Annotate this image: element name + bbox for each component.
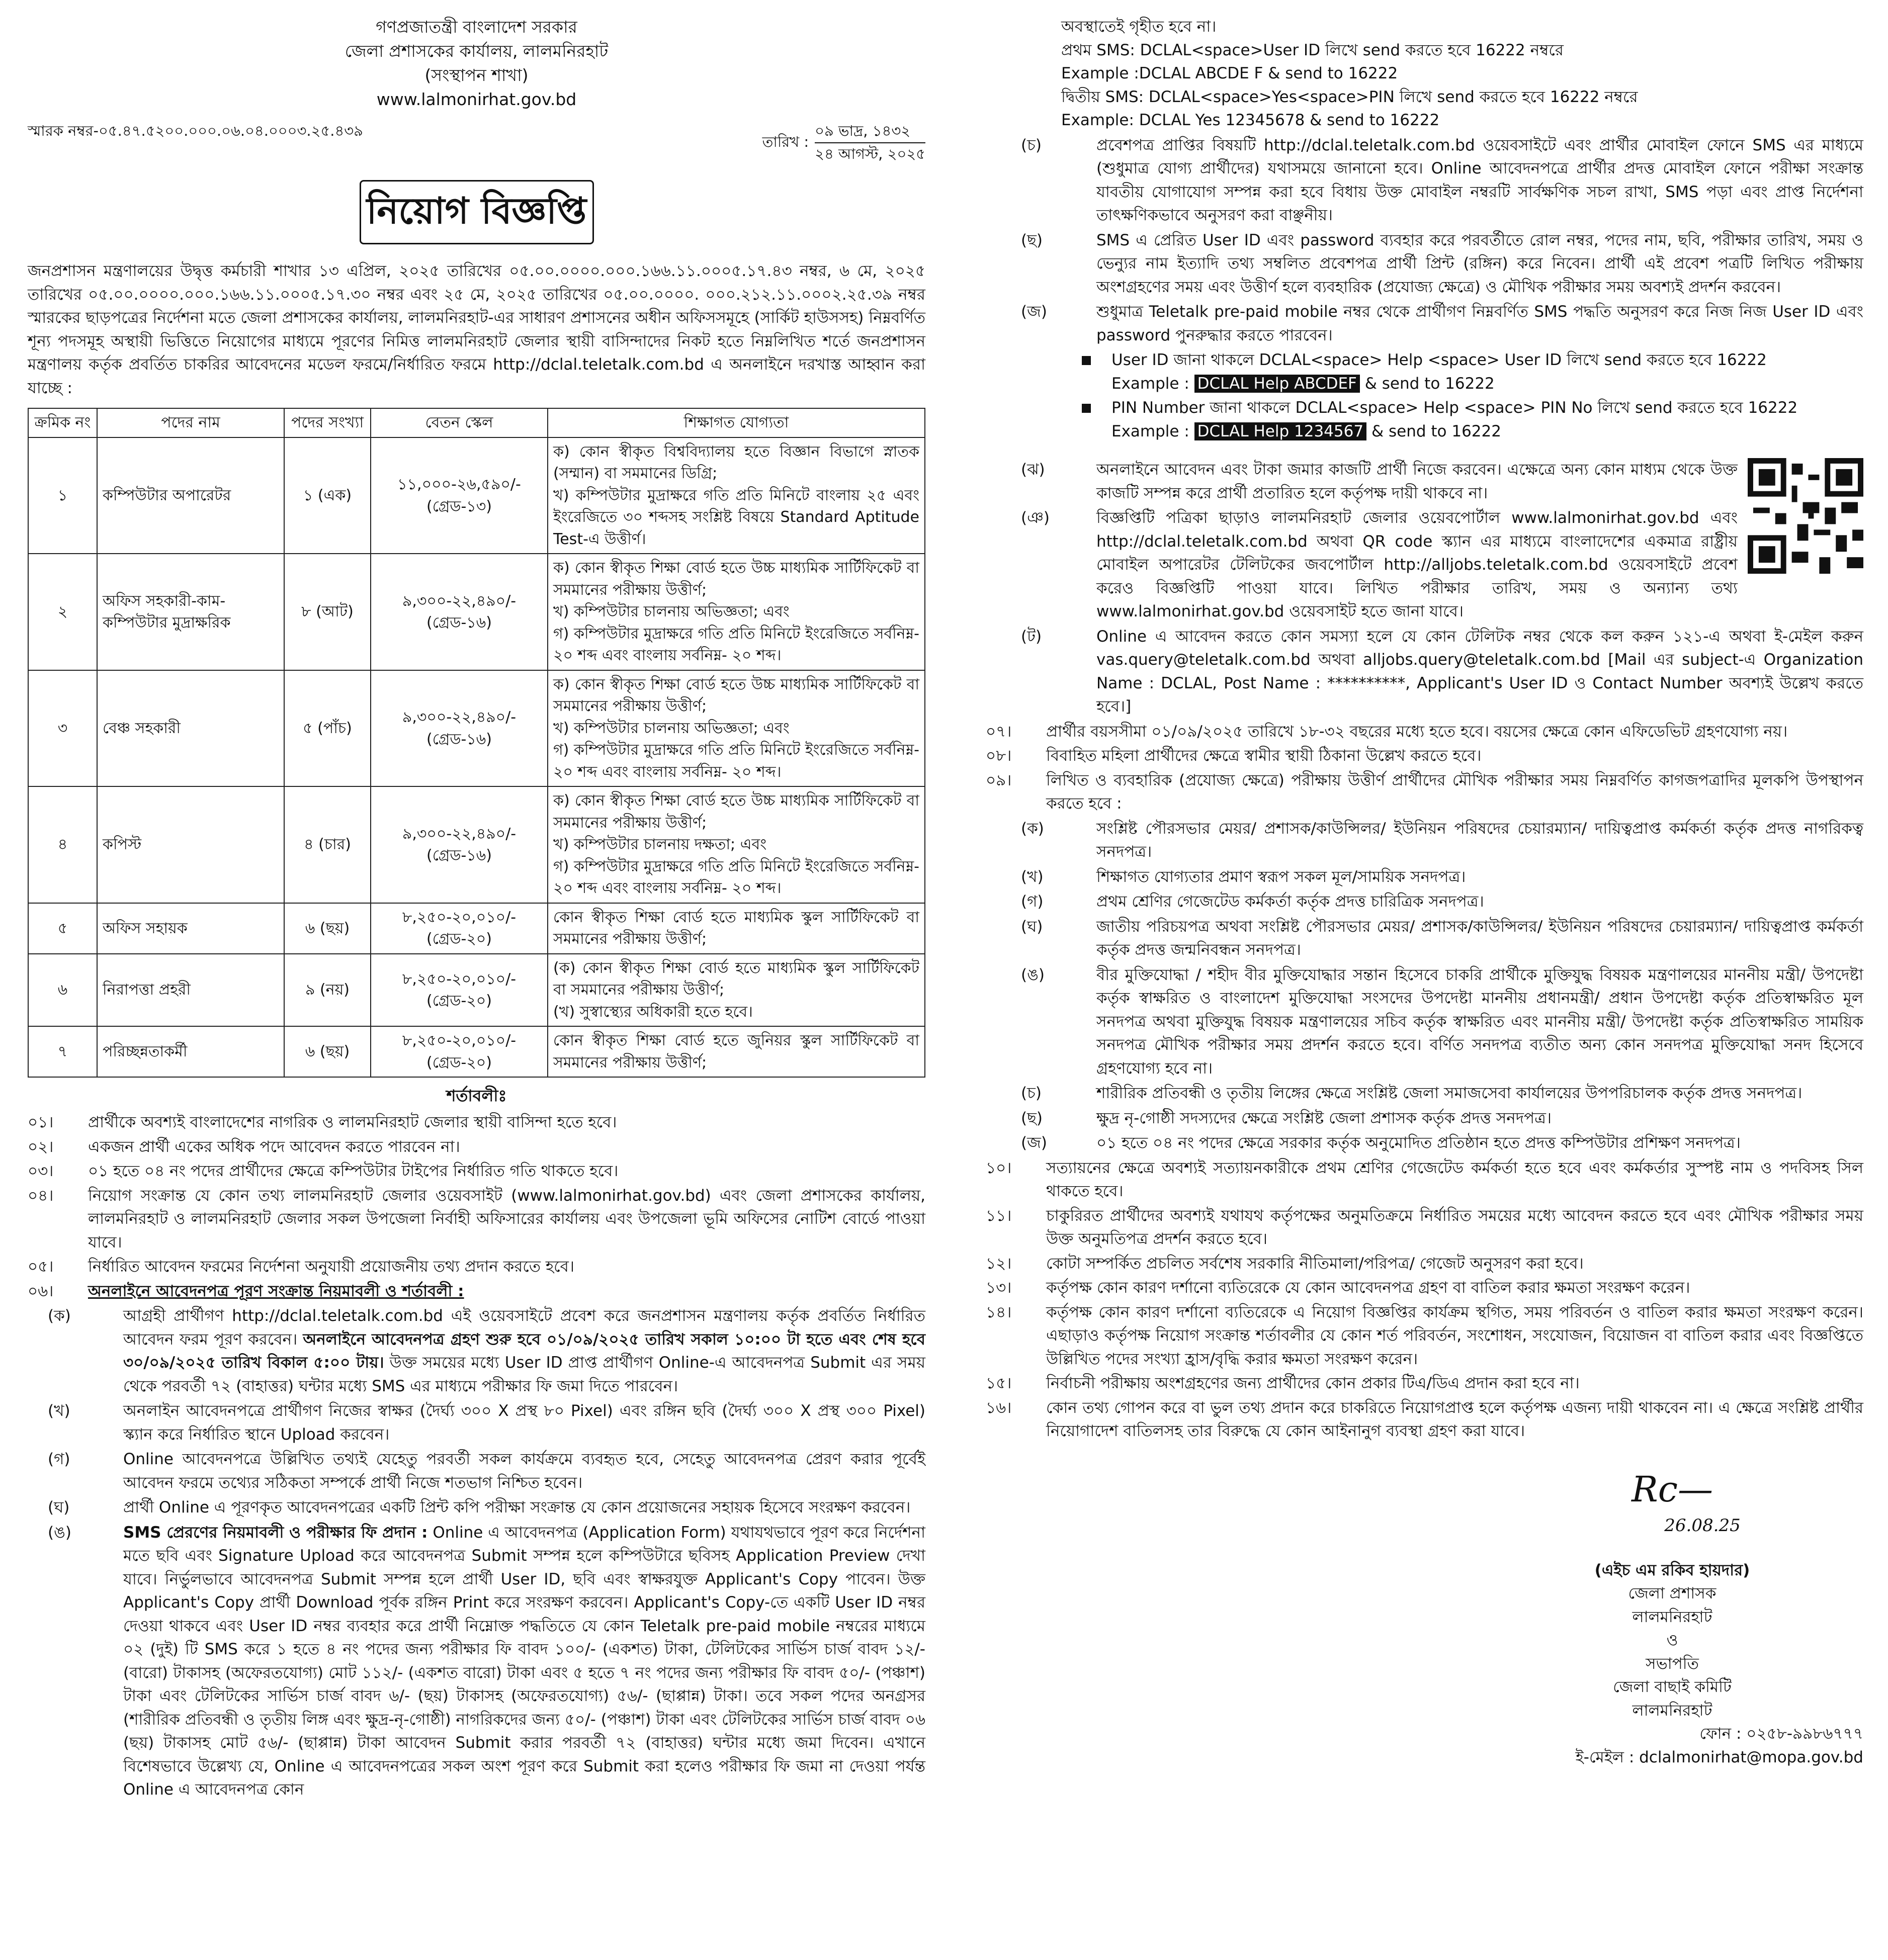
cell-scale (371, 437, 548, 554)
condition-06 (28, 1280, 925, 1303)
header-branch: (সংস্থাপন শাখা) (424, 65, 529, 85)
pay-scale: ৯,৩০০-২২,৪৯০/- (402, 825, 517, 843)
condition-number: ০৬। (28, 1282, 54, 1300)
header-govt: গণপ্রজাতন্ত্রী বাংলাদেশ সরকার (376, 17, 577, 37)
sub-label: (ঙ) (1021, 965, 1045, 984)
pay-scale: ৯,৩০০-২২,৪৯০/- (402, 708, 517, 727)
document-item (986, 817, 1863, 864)
sub-label: (ঙ) (48, 1523, 71, 1542)
sub-text: শিক্ষাগত যোগ্যতার প্রমাণ স্বরূপ সকল মূল/সাময়িক সনদপত্র। (1096, 867, 1466, 886)
condition-07 (986, 720, 1863, 744)
qualification-line: খ) কম্পিউটার চালনায় অভিজ্ঞতা; এবং (553, 603, 790, 621)
condition-number: ১৪। (986, 1303, 1012, 1321)
online-heading: অনলাইনে আবেদনপত্র পূরণ সংক্রান্ত নিয়মাবলী ও শর্তাবলী : (88, 1282, 464, 1300)
condition-text: কর্তৃপক্ষ কোন কারণ দর্শানো ব্যতিরেকে এ নিয়োগ বিজ্ঞপ্তির কার্যক্রম স্থগিত, সময় পরিবর্তন ও বাতিল করার ক্ষমতা সংরক্ষণ করেন। এছাড়াও কর্তৃপক্ষ নিয়োগ সংক্রান্ত শর্তাবলীর যে কোন শর্ত পরিবর্তন, সংশোধন, সংযোজন, বিয়োজন বা বাতিল করার এবং বিজ্ঞপ্তিতে উল্লিখিত পদের সংখ্যা হ্রাস/বৃদ্ধি করার ক্ষমতা সংরক্ষণ করেন। (1046, 1303, 1863, 1368)
sub-text: SMS এ প্রেরিত User ID এবং password ব্যবহার করে পরবর্তীতে রোল নম্বর, পদের নাম, ছবি, পরীক্ষার তারিখ, সময় ও ভেন্যুর নাম ইত্যাদি তথ্য সম্বলিত প্রবেশপত্র প্রার্থী প্রিন্ট (রঙ্গিন) করে নিবেন। প্রার্থী এই প্রবেশ পত্রটি লিখিত পরীক্ষায় অংশগ্রহণের সময় এবং উত্তীর্ণ হলে ব্যবহারিক (প্রযোজ্য ক্ষেত্রে) ও মৌখিক পরীক্ষার সময় অবশ্যই প্রদর্শন করবেন। (1096, 231, 1863, 296)
sub-text: Online আবেদনপত্রে উল্লিখিত তথ্যই যেহেতু পরবর্তী সকল কার্যক্রমে ব্যবহৃত হবে, সেহেতু আবেদনপত্র প্রেরণ করার পূর্বেই আবেদন ফরমে তথ্যের সঠিকতা সম্পর্কে প্রার্থী নিজে শতভাগ নিশ্চিত হবেন। (123, 1450, 925, 1492)
right-ta (986, 625, 1863, 719)
sub-text: অনলাইন আবেদনপত্রে প্রার্থীগণ নিজের স্বাক্ষর (দৈর্ঘ্য ৩০০ X প্রস্থ ৮০ Pixel) এবং রঙ্গিন ছবি (দৈর্ঘ্য ৩০০ X প্রস্থ ৩০০ Pixel) স্ক্যান করে নির্ধারিত স্থানে Upload করবেন। (123, 1402, 925, 1444)
pay-scale: ৮,২৫০-২০,০১০/- (402, 970, 517, 988)
sms-first-example: Example :DCLAL ABCDE F & send to 16222 (1061, 64, 1398, 82)
condition-number: ০৫। (28, 1258, 54, 1276)
cell-post: নিরাপত্তা প্রহরী (97, 954, 284, 1027)
qualification-line: ক) কোন স্বীকৃত শিক্ষা বোর্ড হতে উচ্চ মাধ্যমিক সার্টিফিকেট বা সমমানের পরীক্ষায় উত্তীর্ণ; (553, 559, 919, 599)
signature-block (1481, 1463, 1863, 1769)
bullet-userid (1061, 348, 1863, 395)
document-item (986, 1082, 1863, 1105)
condition-text: কর্তৃপক্ষ কোন কারণ দর্শানো ব্যতিরেকে যে কোন আবেদনপত্র গ্রহণ বা বাতিল করার ক্ষমতা সংরক্ষণ করেন। (1046, 1279, 1690, 1297)
cell-count: ৪ (চার) (284, 786, 371, 903)
qualification-line: খ) কম্পিউটার মুদ্রাক্ষরে গতি প্রতি মিনিটে বাংলায় ২৫ এবং ইংরেজিতে ৩০ শব্দসহ সংশ্লিষ্ট বিষয়ে Standard Aptitude Test-এ উত্তীর্ণ। (553, 486, 919, 548)
header-website: www.lalmonirhat.gov.bd (376, 89, 577, 109)
sub-label: (ঘ) (48, 1498, 70, 1517)
cell-post: কপিস্ট (97, 786, 284, 903)
condition-item (28, 1255, 925, 1279)
sub-label: (জ) (1021, 1134, 1047, 1152)
sms-second: দ্বিতীয় SMS: DCLAL<space>Yes<space>PIN লিখে send করতে হবে 16222 নম্বরে (1061, 87, 1638, 106)
sub-label: (চ) (1021, 136, 1042, 154)
condition-item (28, 1135, 925, 1159)
cell-serial: ৭ (28, 1026, 97, 1077)
sub-text: Online এ আবেদন করতে কোন সমস্যা হলে যে কোন টেলিটক নম্বর থেকে কল করুন ১২১-এ অথবা ই-মেইল করুন vas.query@teletalk.com.bd অথবা alljobs.query@teletalk.com.bd [Mail এর subject-এ Organization Name : DCLAL, Post Name : **********, Applicant's User ID ও Contact Number অবশ্যই উল্লেখ করতে হবে।] (1096, 627, 1863, 716)
pay-grade: (গ্রেড-২০) (426, 992, 492, 1010)
cell-serial: ২ (28, 554, 97, 670)
sub-label: (ঘ) (1021, 917, 1043, 936)
sub-label: (ছ) (1021, 231, 1043, 249)
condition-number: ০৯। (986, 771, 1012, 789)
cell-count: ৯ (নয়) (284, 954, 371, 1027)
cell-scale (371, 554, 548, 670)
example-highlight: DCLAL Help 1234567 (1194, 422, 1366, 440)
sub-text: ক্ষুদ্র নৃ-গোষ্ঠী সদস্যদের ক্ষেত্রে সংশ্লিষ্ট জেলা প্রশাসক কর্তৃক প্রদত্ত সনদপত্র। (1096, 1109, 1552, 1127)
page-title: নিয়োগ বিজ্ঞপ্তি (360, 180, 594, 244)
pay-scale: ৯,৩০০-২২,৪৯০/- (402, 592, 517, 610)
date-english: ২৪ আগস্ট, ২০২৫ (815, 145, 925, 162)
table-row (28, 437, 925, 554)
left-column (28, 15, 925, 1803)
condition-item (986, 1276, 1863, 1300)
right-column (986, 15, 1863, 1769)
sub-text (123, 1521, 925, 1802)
signatory-district: লালমনিরহাট (1632, 1608, 1712, 1626)
qr-text-area (986, 458, 1863, 623)
memo-row (28, 120, 925, 165)
condition-text: কোন তথ্য গোপন করে বা ভুল তথ্য প্রদান করে চাকরিতে নিয়োগপ্রাপ্ত হলে কর্তৃপক্ষ এজন্য দায়ী থাকবেন না। এ ক্ষেত্রে সংশ্লিষ্ট প্রার্থীর নিয়োগাদেশ বাতিলসহ তার বিরুদ্ধে যে কোন আইনানুগ ব্যবস্থা গ্রহণ করা যাবে। (1046, 1398, 1863, 1440)
example-suffix: & send to 16222 (1364, 374, 1495, 393)
qualification-line: খ) কম্পিউটার চালনায় অভিজ্ঞতা; এবং (553, 719, 790, 737)
cell-count: ৮ (আট) (284, 554, 371, 670)
signatory-committee-district: লালমনিরহাট (1632, 1701, 1712, 1720)
condition-number: ১৩। (986, 1279, 1012, 1297)
sub-text: বিজ্ঞপ্তিটি পত্রিকা ছাড়াও লালমনিরহাট জেলার ওয়েবপোর্টাল www.lalmonirhat.gov.bd এবং http://dclal.teletalk.com.bd অথবা QR code স্ক্যান এর মাধ্যমে বাংলাদেশের একমাত্র রাষ্ট্রীয় মোবাইল অপারেটর টেলিটকের জবপোর্টাল http://alljobs.teletalk.com.bd ওয়েবসাইটে প্রবেশ করেও বিজ্ঞপ্তিটি পাওয়া যাবে। লিখিত পরীক্ষার তারিখ, সময় ও অন্যান্য তথ্য www.lalmonirhat.gov.bd ওয়েবসাইট হতে জানা যাবে। (1096, 509, 1738, 620)
example-suffix: & send to 16222 (1371, 422, 1501, 440)
bullet-pin (1061, 396, 1863, 443)
table-row (28, 954, 925, 1027)
sms-first: প্রথম SMS: DCLAL<space>User ID লিখে send করতে হবে 16222 নম্বরে (1061, 41, 1564, 59)
cell-scale (371, 1026, 548, 1077)
signatory-designation: জেলা প্রশাসক (1628, 1584, 1717, 1602)
table-row (28, 903, 925, 954)
square-bullet-icon (1061, 348, 1111, 395)
sms-second-example: Example: DCLAL Yes 12345678 & send to 16222 (1061, 111, 1440, 129)
condition-number: ০৭। (986, 722, 1012, 741)
condition-number: ০২। (28, 1137, 54, 1156)
qualification-line: (খ) সুস্বাস্থ্যের অধিকারী হতে হবে। (553, 1003, 753, 1021)
condition-text: নির্বাচনী পরীক্ষায় অংশগ্রহণের জন্য প্রার্থীদের কোন প্রকার টিএ/ডিএ প্রদান করা হবে না। (1046, 1374, 1580, 1392)
bullet-userid-example (1111, 372, 1767, 396)
sub-label: (ঞ) (1021, 509, 1050, 527)
col-post: পদের নাম (97, 408, 284, 437)
cell-post: পরিচ্ছন্নতাকর্মী (97, 1026, 284, 1077)
table-row (28, 786, 925, 903)
bullet-userid-text: User ID জানা থাকলে DCLAL<space> Help <space> User ID লিখে send করতে হবে 16222 (1111, 351, 1767, 369)
condition-text: প্রার্থীকে অবশ্যই বাংলাদেশের নাগরিক ও লালমনিরহাট জেলার স্থায়ী বাসিন্দা হতে হবে। (88, 1113, 617, 1132)
cell-qualification (548, 903, 925, 954)
condition-text: চাকুরিরত প্রার্থীদের অবশ্যই যথাযথ কর্তৃপক্ষের অনুমতিক্রমে নির্ধারিত সময়ের মধ্যে আবেদন করতে হবে এবং মৌখিক পরীক্ষার সময় উক্ত অনুমতিপত্র প্রদর্শন করতে হবে। (1046, 1206, 1863, 1248)
cell-post: অফিস সহায়ক (97, 903, 284, 954)
sub-label: (ক) (48, 1307, 71, 1325)
right-jha (986, 458, 1738, 505)
sms-block (986, 15, 1863, 132)
sub-label: (গ) (48, 1450, 70, 1469)
condition-item (28, 1184, 925, 1255)
signatory-committee: জেলা বাছাই কমিটি (1613, 1678, 1732, 1696)
bullet-text (1111, 348, 1767, 395)
cell-scale (371, 903, 548, 954)
condition-text: লিখিত ও ব্যবহারিক (প্রযোজ্য ক্ষেত্রে) পরীক্ষায় উত্তীর্ণ প্রার্থীদের মৌখিক পরীক্ষার সময় নিম্নবর্ণিত কাগজপত্রাদির মূলকপি উপস্থাপন করতে হবে : (1046, 771, 1863, 813)
table-header-row (28, 408, 925, 437)
col-count: পদের সংখ্যা (284, 408, 371, 437)
condition-item (986, 1372, 1863, 1395)
cell-scale (371, 786, 548, 903)
signatory-role: সভাপতি (1646, 1654, 1699, 1673)
online-kha (28, 1399, 925, 1446)
sub-text: অনলাইনে আবেদন এবং টাকা জমার কাজটি প্রার্থী নিজে করবেন। এক্ষেত্রে অন্য কোন মাধ্যম থেকে উক্ত কাজটি সম্পন্ন করে প্রার্থী প্রতারিত হলে কর্তৃপক্ষ দায়ী থাকবে না। (1096, 461, 1738, 502)
pay-scale: ১১,০০০-২৬,৫৯০/- (397, 476, 521, 494)
cell-serial: ৩ (28, 670, 97, 787)
signatory-email: ই-মেইল : dclalmonirhat@mopa.gov.bd (1575, 1748, 1863, 1766)
cell-serial: ১ (28, 437, 97, 554)
date-area (762, 120, 925, 165)
condition-text: একজন প্রার্থী একের অধিক পদে আবেদন করতে পারবেন না। (88, 1137, 460, 1156)
qualification-line: কোন স্বীকৃত শিক্ষা বোর্ড হতে মাধ্যমিক স্কুল সার্টিফিকেট বা সমমানের পরীক্ষায় উত্তীর্ণ; (553, 908, 919, 948)
qualification-line: গ) কম্পিউটার মুদ্রাক্ষরে গতি প্রতি মিনিটে ইংরেজিতে সর্বনিম্ন- ২০ শব্দ এবং বাংলায় সর্বনিম্ন- ২০ শব্দ। (553, 741, 919, 781)
cell-scale (371, 954, 548, 1027)
condition-number: ১১। (986, 1206, 1012, 1225)
square-bullet-icon (1061, 396, 1111, 443)
table-row (28, 554, 925, 670)
col-qualification: শিক্ষাগত যোগ্যতা (548, 408, 925, 437)
col-serial: ক্রমিক নং (28, 408, 97, 437)
condition-text: সত্যায়নের ক্ষেত্রে অবশ্যই সত্যায়নকারীকে প্রথম শ্রেণির গেজেটেড কর্মকর্তা হতে হবে এবং কর্মকর্তার সুস্পষ্ট নাম ও পদবিসহ সিল থাকতে হবে। (1046, 1159, 1863, 1200)
qualification-line: ক) কোন স্বীকৃত শিক্ষা বোর্ড হতে উচ্চ মাধ্যমিক সার্টিফিকেট বা সমমানের পরীক্ষায় উত্তীর্ণ; (553, 675, 919, 716)
pay-grade: (গ্রেড-২০) (426, 930, 492, 948)
condition-item (986, 1156, 1863, 1203)
cell-count: ১ (এক) (284, 437, 371, 554)
sub-text: প্রবেশপত্র প্রাপ্তির বিষয়টি http://dclal.teletalk.com.bd ওয়েবসাইটে এবং প্রার্থীর মোবাইল ফোনে SMS এর মাধ্যমে (শুধুমাত্র যোগ্য প্রার্থীদের) যথাসময়ে জানানো হবে। Online আবেদনপত্রে প্রার্থীর প্রদত্ত মোবাইল ফোনে পরীক্ষা সংক্রান্ত যাবতীয় যোগাযোগ সম্পন্ন করা হবে বিধায় উক্ত মোবাইল নম্বরটি সার্বক্ষণিক সচল রাখা, SMS পড়া এবং প্রাপ্ত নির্দেশনা তাৎক্ষণিকভাবে অনুসরণ করা বাঞ্ছনীয়। (1096, 136, 1863, 224)
condition-number: ০১। (28, 1113, 54, 1132)
recovery-bullets (986, 348, 1863, 443)
sub-text: প্রথম শ্রেণির গেজেটেড কর্মকর্তা কর্তৃক প্রদত্ত চারিত্রিক সনদপত্র। (1096, 893, 1484, 911)
cell-qualification (548, 954, 925, 1027)
date-bangla: ০৯ ভাদ্র, ১৪৩২ (815, 120, 925, 143)
cell-serial: ৫ (28, 903, 97, 954)
right-ca (986, 134, 1863, 227)
signatory-and: ও (1666, 1631, 1678, 1649)
document-item (986, 915, 1863, 962)
cell-count: ৬ (ছয়) (284, 1026, 371, 1077)
condition-text: নিয়োগ সংক্রান্ত যে কোন তথ্য লালমনিরহাট জেলার ওয়েবসাইট (www.lalmonirhat.gov.bd) এবং জেলা প্রশাসকের কার্যালয়, লালমনিরহাট ও লালমনিরহাট জেলার সকল উপজেলা নির্বাহী অফিসারের কার্যালয় এবং উপজেলা ভূমি অফিসের নোটিশ বোর্ডে পাওয়া যাবে। (88, 1186, 925, 1252)
condition-item (28, 1111, 925, 1134)
sub-label: (গ) (1021, 893, 1044, 911)
condition-text: প্রার্থীর বয়সসীমা ০১/০৯/২০২৫ তারিখে ১৮-৩২ বছরের মধ্যে হতে হবে। বয়সের ক্ষেত্রে কোন এফিডেভিট গ্রহণযোগ্য নয়। (1046, 722, 1788, 741)
memo-number: স্মারক নম্বর-০৫.৪৭.৫২০০.০০০.০৬.০৪.০০০৩.২৫.৪৩৯ (28, 122, 363, 140)
document-item (986, 963, 1863, 1081)
cell-qualification (548, 1026, 925, 1077)
vacancy-body (28, 437, 925, 1078)
pay-grade: (গ্রেড-১৬) (426, 614, 492, 632)
sub-label: (ক) (1021, 819, 1044, 838)
sub-label: (ঝ) (1021, 461, 1045, 479)
qualification-line: গ) কম্পিউটার মুদ্রাক্ষরে গতি প্রতি মিনিটে ইংরেজিতে সর্বনিম্ন- ২০ শব্দ এবং বাংলায় সর্বনিম্ন- ২০ শব্দ। (553, 857, 919, 898)
online-ka (28, 1304, 925, 1398)
cell-post: কম্পিউটার অপারেটর (97, 437, 284, 554)
sub-text: শারীরিক প্রতিবন্ধী ও তৃতীয় লিঙ্গের ক্ষেত্রে সংশ্লিষ্ট জেলা সমাজসেবা কার্যালয়ের উপপরিচালক কর্তৃক প্রদত্ত সনদপত্র। (1096, 1084, 1803, 1102)
condition-item (986, 1301, 1863, 1371)
right-ja (986, 300, 1863, 347)
bullet-text (1111, 396, 1797, 443)
condition-09 (986, 769, 1863, 816)
documents-list (986, 817, 1863, 1155)
sub-text (123, 1304, 925, 1398)
cell-post: অফিস সহকারী-কাম-কম্পিউটার মুদ্রাক্ষরিক (97, 554, 284, 670)
bullet-pin-example (1111, 420, 1797, 443)
online-gha (28, 1496, 925, 1520)
signatory-name: (এইচ এম রকিব হায়দার) (1594, 1561, 1750, 1579)
sub-text: জাতীয় পরিচয়পত্র অথবা সংশ্লিষ্ট পৌরসভার মেয়র/ প্রশাসক/কাউন্সিলর/ ইউনিয়ন পরিষদের চেয়ারম্যান/ দায়িত্বপ্রাপ্ত কর্মকর্তা কর্তৃক প্রদত্ত জন্মনিবন্ধন সনদপত্র। (1096, 917, 1863, 959)
cell-qualification (548, 670, 925, 787)
conditions-title: শর্তাবলীঃ (446, 1086, 507, 1106)
pay-grade: (গ্রেড-২০) (426, 1053, 492, 1072)
date-block (815, 120, 925, 165)
col-scale: বেতন স্কেল (371, 408, 548, 437)
cell-qualification (548, 437, 925, 554)
condition-item (28, 1160, 925, 1183)
signature-date: 26.08.25 (1664, 1515, 1741, 1536)
cell-post: বেঞ্চ সহকারী (97, 670, 284, 787)
online-ga (28, 1448, 925, 1494)
condition-item (986, 1252, 1863, 1276)
sub-label: (ট) (1021, 627, 1042, 646)
sub-text: ০১ হতে ০৪ নং পদের ক্ষেত্রে সরকার কর্তৃক অনুমোদিত প্রতিষ্ঠান হতে প্রদত্ত কম্পিউটার প্রশিক্ষণ সনদপত্র। (1096, 1134, 1741, 1152)
sms-instructions: Online এ আবেদনপত্র (Application Form) যথাযথভাবে পূরণ করে নির্দেশনা মতে ছবি এবং Signature Upload করে আবেদনপত্র Submit সম্পন্ন হলে কম্পিউটারে ছবিসহ Application Preview দেখা যাবে। নির্ভুলভাবে আবেদনপত্র Submit সম্পন্ন হলে প্রার্থী User ID, ছবি এবং স্বাক্ষরযুক্ত Applicant's Copy পাবেন। উক্ত Applicant's Copy প্রার্থী Download পূর্বক রঙ্গিন Print করে সংরক্ষণ করবেন। Applicant's Copy-তে একটি User ID নম্বর দেওয়া থাকবে এবং User ID নম্বর ব্যবহার করে প্রার্থী নিম্নোক্ত পদ্ধতিতে যে কোন Teletalk pre-paid mobile নম্বরের মাধ্যমে ০২ (দুই) টি SMS করে ১ হতে ৪ নং পদের জন্য পরীক্ষার ফি বাবদ ১০০/- (একশত) টাকা, টেলিটকের সার্ভিস চার্জ বাবদ ১২/- (বারো) টাকাসহ (অফেরতযোগ্য) মোট ১১২/- (একশত বারো) টাকা এবং ৫ হতে ৭ নং পদের জন্য পরীক্ষার ফি বাবদ ৫০/- (পঞ্চাশ) টাকা এবং টেলিটকের সার্ভিস চার্জ বাবদ ৬/- (ছয়) টাকাসহ (অফেরতযোগ্য) ৫৬/- (ছাপ্পান্ন) টাকা। তবে সকল পদের অনগ্রসর (শারীরিক প্রতিবন্ধী ও তৃতীয় লিঙ্গ এবং ক্ষুদ্র-নৃ-গোষ্ঠী) নাগরিকদের জন্য ৫০/- (পঞ্চাশ) টাকা এবং টেলিটকের সার্ভিস চার্জ বাবদ ০৬ (ছয়) টাকাসহ মোট ৫৬/- (ছাপ্পান্ন) টাকা আবেদন Submit করার পরবর্তী ৭২ (বাহাত্তর) ঘন্টার মধ্যে জমা দিবেন। এখানে বিশেষভাবে উল্লেখ্য যে, Online এ আবেদনপত্রের সকল অংশ পূরণ করে Submit করা হলেও পরীক্ষার ফি জমা না দেওয়া পর্যন্ত Online এ আবেদনপত্র কোন (123, 1523, 925, 1799)
qualification-line: কোন স্বীকৃত শিক্ষা বোর্ড হতে জুনিয়র স্কুল সার্টিফিকেট বা সমমানের পরীক্ষায় উত্তীর্ণ; (553, 1032, 919, 1072)
pay-scale: ৮,২৫০-২০,০১০/- (402, 908, 517, 926)
document-item (986, 865, 1863, 889)
continuation-text: অবস্থাতেই গৃহীত হবে না। (1061, 18, 1217, 36)
condition-text: বিবাহিত মহিলা প্রার্থীদের ক্ষেত্রে স্বামীর স্থায়ী ঠিকানা উল্লেখ করতে হবে। (1046, 747, 1482, 765)
table-row (28, 670, 925, 787)
intro-paragraph: জনপ্রশাসন মন্ত্রণালয়ের উদ্বৃত্ত কর্মচারী শাখার ১৩ এপ্রিল, ২০২৫ তারিখের ০৫.০০.০০০০.০০০.১৬৬.১১.০০০৫.১৭.৪৩ নম্বর, ৬ মে, ২০২৫ তারিখের ০৫.০০.০০০০.০০০.১৬৬.১১.০০০৫.১৭.৩০ নম্বর এবং ২৫ মে, ২০২৫ তারিখের ০৫.০০.০০০০. ০০০.২১২.১১.০০০২.২৫.৩৯ নম্বর স্মারকের ছাড়পত্রের নির্দেশনা মতে জেলা প্রশাসকের কার্যালয়, লালমনিরহাট-এর সাধারণ প্রশাসনের অধীন অফিসসমূহে (সার্কিট হাউসসহ) নিম্নবর্ণিত শূন্য পদসমূহ অস্থায়ী ভিত্তিতে নিয়োগের মাধ্যমে পূরণের নিমিত্ত লালমনিরহাট জেলার স্থায়ী বাসিন্দাদের নিকট হতে নিম্নলিখিত শর্তে জনপ্রশাসন মন্ত্রণালয় কর্তৃক প্রবর্তিত চাকরির আবেদনের মডেল ফরমে/নির্ধারিত ফরমে http://dclal.teletalk.com.bd এ অনলাইনে দরখাস্ত আহ্বান করা যাচ্ছে : (28, 262, 925, 397)
online-uma (28, 1521, 925, 1802)
example-label: Example : (1111, 422, 1189, 440)
pay-grade: (গ্রেড-১৬) (426, 847, 492, 865)
qualification-line: ক) কোন স্বীকৃত শিক্ষা বোর্ড হতে উচ্চ মাধ্যমিক সার্টিফিকেট বা সমমানের পরীক্ষায় উত্তীর্ণ; (553, 792, 919, 832)
condition-text: নির্ধারিত আবেদন ফরমের নির্দেশনা অনুযায়ী প্রয়োজনীয় তথ্য প্রদান করতে হবে। (88, 1258, 574, 1276)
sub-text: বীর মুক্তিযোদ্ধা / শহীদ বীর মুক্তিযোদ্ধার সন্তান হিসেবে চাকরি প্রার্থীকে মুক্তিযুদ্ধ বিষয়ক মন্ত্রণালয়ের মাননীয় মন্ত্রী/ উপদেষ্টা কর্তৃক স্বাক্ষরিত ও বাংলাদেশ মুক্তিযোদ্ধা সংসদের উপদেষ্টা মাননীয় প্রধানমন্ত্রী/ প্রধান উপদেষ্টা কর্তৃক প্রতিস্বাক্ষরিত মূল সনদপত্র অথবা মুক্তিযুদ্ধ বিষয়ক মন্ত্রণালয়ের সচিব কর্তৃক স্বাক্ষরিত এবং মাননীয় মন্ত্রী/ উপদেষ্টা কর্তৃক প্রতিস্বাক্ষরিত সাময়িক সনদপত্র মৌখিক পরীক্ষার সময় প্রদর্শন করতে হবে। বর্ণিত সনদপত্র ব্যতীত অন্য কোন সনদপত্র মুক্তিযোদ্ধা সনদ হিসেবে গ্রহণযোগ্য হবে না। (1096, 965, 1863, 1078)
condition-number: ০৪। (28, 1186, 54, 1205)
qr-code-icon (1748, 458, 1863, 574)
header-office: জেলা প্রশাসকের কার্যালয়, লালমনিরহাট (345, 41, 609, 61)
office-header (28, 15, 925, 111)
condition-number: ০৮। (986, 747, 1012, 765)
condition-text: কোটা সম্পর্কিত প্রচলিত সর্বশেষ সরকারি নীতিমালা/পরিপত্র/ গেজেট অনুসরণ করা হবে। (1046, 1254, 1584, 1273)
qualification-line: (ক) কোন স্বীকৃত শিক্ষা বোর্ড হতে মাধ্যমিক স্কুল সার্টিফিকেট বা সমমানের পরীক্ষায় উত্তীর্ণ; (553, 959, 919, 999)
qualification-line: ক) কোন স্বীকৃত বিশ্ববিদ্যালয় হতে বিজ্ঞান বিভাগে স্নাতক (সম্মান) বা সমমানের ডিগ্রি; (553, 442, 919, 483)
condition-item (986, 1396, 1863, 1443)
condition-number: ১২। (986, 1254, 1012, 1273)
cell-scale (371, 670, 548, 787)
sub-label: (ছ) (1021, 1109, 1043, 1127)
condition-number: ১৫। (986, 1374, 1012, 1392)
online-ka-deadline: অনলাইনে আবেদনপত্র গ্রহণ শুরু হবে ০১/০৯/২০২৫ তারিখ সকাল ১০:০০ টা হতে এবং শেষ হবে ৩০/০৯/২০২৫ তারিখ বিকাল ৫:০০ টায়। (123, 1330, 925, 1372)
qr-section (986, 458, 1863, 623)
example-label: Example : (1111, 374, 1189, 393)
cell-count: ৫ (পাঁচ) (284, 670, 371, 787)
sub-label: (খ) (48, 1402, 70, 1420)
condition-item (986, 1204, 1863, 1251)
sub-label: (চ) (1021, 1084, 1042, 1102)
sub-text: সংশ্লিষ্ট পৌরসভার মেয়র/ প্রশাসক/কাউন্সিলর/ ইউনিয়ন পরিষদের চেয়ারম্যান/ দায়িত্বপ্রাপ্ত কর্মকর্তা কর্তৃক প্রদত্ত নাগরিকত্ব সনদপত্র। (1096, 819, 1863, 861)
date-label: তারিখ : (762, 133, 809, 151)
online-ka-text-a: আগ্রহী প্রার্থীগণ http://dclal.teletalk.com.bd এই ওয়েবসাইটে প্রবেশ করে জনপ্রশাসন মন্ত্রণালয় কর্তৃক প্রবর্তিত নির্ধারিত আবেদন ফরম পূরণ করবেন। (123, 1307, 925, 1349)
cell-qualification (548, 786, 925, 903)
pay-grade: (গ্রেড-১৬) (426, 730, 492, 748)
online-ka-text-b: উক্ত সময়ের মধ্যে User ID প্রাপ্ত প্রার্থীগণ Online-এ আবেদনপত্র Submit এর সময় থেকে পরবর্তী ৭২ (বাহাত্তর) ঘন্টার মধ্যে SMS এর মাধ্যমে পরীক্ষার ফি জমা দিতে পারবেন। (123, 1354, 925, 1395)
cell-serial: ৪ (28, 786, 97, 903)
condition-number: ০৩। (28, 1162, 54, 1181)
sms-heading: SMS প্রেরণের নিয়মাবলী ও পরীক্ষার ফি প্রদান : (123, 1523, 428, 1542)
pay-scale: ৮,২৫০-২০,০১০/- (402, 1032, 517, 1050)
qualification-line: গ) কম্পিউটার মুদ্রাক্ষরে গতি প্রতি মিনিটে ইংরেজিতে সর্বনিম্ন- ২০ শব্দ এবং বাংলায় সর্বনিম্ন- ২০ শব্দ। (553, 625, 919, 665)
example-highlight: DCLAL Help ABCDEF (1194, 375, 1360, 393)
sub-text: প্রার্থী Online এ পূরণকৃত আবেদনপত্রের একটি প্রিন্ট কপি পরীক্ষা সংক্রান্ত যে কোন প্রয়োজনের সহায়ক হিসেবে সংরক্ষণ করবেন। (123, 1498, 911, 1517)
document-item (986, 890, 1863, 914)
cell-qualification (548, 554, 925, 670)
right-cha (986, 229, 1863, 299)
table-row (28, 1026, 925, 1077)
document-item (986, 1131, 1863, 1155)
cell-count: ৬ (ছয়) (284, 903, 371, 954)
signature-mark: Rc— (1632, 1468, 1713, 1510)
condition-08 (986, 744, 1863, 768)
right-nya (986, 506, 1738, 623)
pay-grade: (গ্রেড-১৩) (426, 497, 492, 515)
conditions-list (28, 1111, 925, 1279)
bullet-pin-text: PIN Number জানা থাকলে DCLAL<space> Help <space> PIN No লিখে send করতে হবে 16222 (1111, 399, 1798, 417)
document-item (986, 1107, 1863, 1130)
cell-serial: ৬ (28, 954, 97, 1027)
more-conditions-list (986, 1156, 1863, 1443)
sub-label: (জ) (1021, 303, 1047, 321)
sub-text: শুধুমাত্র Teletalk pre-paid mobile নম্বর থেকে প্রার্থীগণ নিম্নবর্ণিত SMS পদ্ধতি অনুসরণ করে নিজ নিজ User ID এবং password পুনরুদ্ধার করতে পারবেন। (1096, 303, 1863, 344)
sub-label: (খ) (1021, 867, 1044, 886)
condition-text: ০১ হতে ০৪ নং পদের প্রার্থীদের ক্ষেত্রে কম্পিউটার টাইপের নির্ধারিত গতি থাকতে হবে। (88, 1162, 619, 1181)
vacancy-table (28, 408, 925, 1078)
qualification-line: খ) কম্পিউটার চালনায় দক্ষতা; এবং (553, 836, 767, 854)
condition-number: ১৬। (986, 1398, 1012, 1417)
condition-number: ১০। (986, 1159, 1012, 1177)
signatory-phone: ফোন : ০২৫৮-৯৯৮৬৭৭৭ (1699, 1725, 1863, 1743)
